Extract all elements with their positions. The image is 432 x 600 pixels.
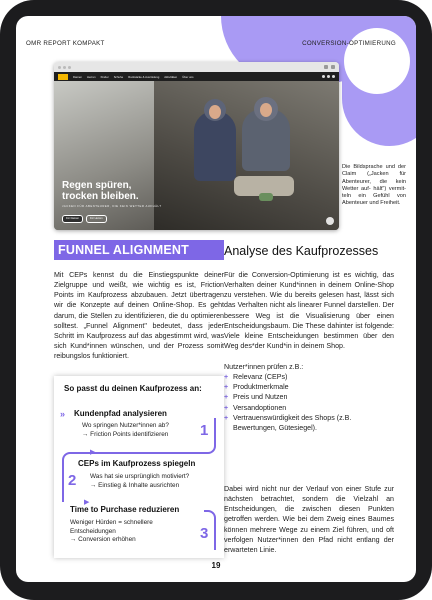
browser-tabbar	[54, 62, 339, 72]
list-item: + Versandoptionen	[224, 403, 287, 412]
cart-icon	[332, 75, 335, 78]
body-paragraph: Für die Conversion-Optimierung ist es wichtig, das Verhalten deiner Kund*innen in deinem Online-Shop zu verstehen. Wie du bereits gelesen hast, lässt sich das Verhalten nicht als linearer Funnel darstellen. Der bessere Weg ist die Visualisierung über einen Entscheidungsbaum. Die These dahinter ist folgende: Viele kleine Entscheidungen bestimmen über den Weg des*der Kund*in in deinem Shop.	[224, 271, 394, 350]
subsection-heading: Analyse des Kaufprozesses	[224, 244, 379, 258]
running-header-right: CONVERSION-OPTIMIERUNG	[302, 40, 396, 47]
step-title: CEPs im Kaufprozess spiegeln	[78, 459, 196, 468]
step-number: 3	[200, 525, 209, 542]
image-caption: Die Bildsprache und der Claim („Jacken für Abenteurer, die kein Wetter auf- hält") vermit- teln ein Gefühl von Abenteuer und Freiheit.	[342, 164, 406, 207]
step-title: Kundenpfad analysieren	[74, 409, 167, 418]
hero-title: Regen spüren, trocken bleiben.	[62, 180, 139, 202]
nav-item: Über uns	[182, 74, 194, 79]
list-item: + Preis und Nutzen	[224, 393, 288, 402]
section-heading: FUNNEL ALIGNMENT	[54, 240, 224, 260]
document-page	[16, 16, 416, 582]
nav-item: Schuhe	[113, 74, 124, 79]
chevron-right-icon: »	[60, 409, 64, 419]
user-icon	[327, 75, 330, 78]
hero-subtitle: JACKEN FÜR ABENTEURER, DIE KEIN WETTER AUFHÄLT	[62, 204, 162, 208]
list-item: + Produktmerkmale	[224, 383, 289, 392]
browser-action-icon	[331, 65, 335, 69]
nav-item: Herren	[87, 74, 96, 79]
step-number: 2	[68, 472, 77, 489]
hero-button-damen: Für Damen	[62, 215, 83, 223]
step-number: 1	[200, 422, 209, 439]
hero-image	[54, 81, 339, 230]
running-header-left: OMR REPORT KOMPAKT	[26, 40, 105, 47]
step-description: Weniger Hürden = schnellere Entscheidungen → Conversion erhöhen	[70, 519, 153, 544]
nav-item: Rucksäcke & Ausrüstung	[128, 74, 160, 79]
list-item: + Vertrauenswürdigkeit des Shops (z.B. Bewertungen, Gütesiegel).	[224, 413, 352, 432]
nav-item: Damen	[73, 74, 83, 79]
body-paragraph: Dabei wird nicht nur der Verlauf von einer Stufe zur nächsten betrachtet, sondern die Vielzahl an Entscheidungen, die zwischen diesen Punkten getroffen werden. Wie bei dem Zweig eines Baumes können mehrere Wege zu einem Ziel führen, und oft verfolgen Nutzer*innen den Pfad nicht entlang der erwarteten Linie.	[224, 485, 394, 554]
hero-button-herren: Für Herren	[86, 215, 107, 223]
search-icon	[322, 75, 325, 78]
process-box	[54, 376, 224, 558]
browser-action-icon	[324, 65, 328, 69]
box-title: So passt du deinen Kaufprozess an:	[64, 384, 202, 393]
list-intro: Nutzer*innen prüfen z.B.:	[224, 363, 304, 371]
step-title: Time to Purchase reduzieren	[70, 505, 180, 514]
step-description: Was hat sie ursprünglich motiviert? → Einstieg & Inhalte ausrichten	[90, 473, 190, 489]
arrow-right-icon: ▶	[90, 449, 96, 456]
browser-screenshot	[54, 62, 339, 230]
arrow-right-icon: ▶	[84, 499, 90, 506]
nav-item: Kinder	[100, 74, 109, 79]
body-paragraph: Mit CEPs kennst du die Einstiegspunkte deiner Zielgruppe und weißt, wie wichtig es ist, Friction Points im Kaufprozess abzubauen. Jetzt übertragen wir die Konzepte auf deinen Online-Shop. Es geht darum, die Stellen zu identifizieren, die du optimieren solltest. „Funnel Alignment" bedeutet, dass jeder Schritt im Kaufprozess auf das abgestimmt wird, was sich Kund*innen wünschen, und der Prozess somit reibungslos funktioniert.	[54, 271, 224, 361]
shop-navbar	[54, 72, 339, 81]
checklist	[224, 362, 394, 433]
page-number: 19	[211, 561, 221, 570]
chat-icon	[326, 217, 334, 225]
shop-logo	[58, 74, 68, 80]
decor-circle	[344, 28, 410, 94]
nav-item: Aktivitäten	[164, 74, 178, 79]
list-item: + Relevanz (CEPs)	[224, 373, 288, 382]
step-description: Wo springen Nutzer*innen ab? → Friction Points identifizieren	[82, 422, 169, 438]
